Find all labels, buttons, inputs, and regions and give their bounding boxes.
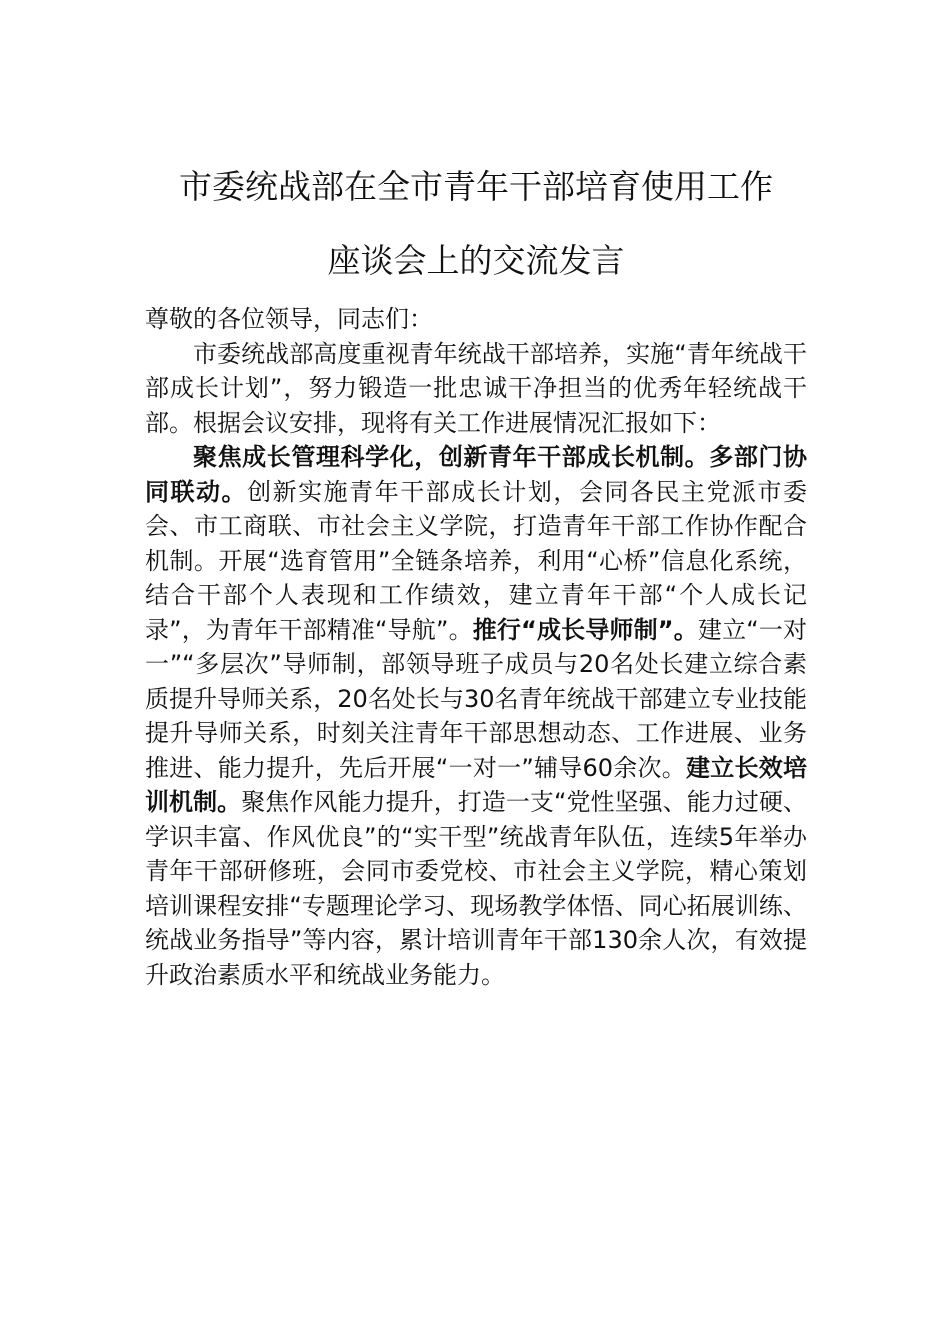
point-2-label: 推行“成长导师制”。 <box>472 615 698 644</box>
point-3-label: 建立长效培训机制。 <box>145 753 808 816</box>
section-1-paragraph <box>145 440 807 992</box>
point-1-label: 多部门协同联动。 <box>145 443 807 506</box>
point-3-text: 聚焦作风能力提升，打造一支“党性坚强、能力过硬、学识丰富、作风优良”的“实干型”统战青年队伍，连续5年举办青年干部研修班，会同市委党校、市社会主义学院，精心策划培训课程安排“专题理论学习、现场教学体悟、同心拓展训练、统战业务指导”等内容，累计培训青年干部130余人次，有效提升政治素质水平和统战业务能力。 <box>145 788 807 989</box>
intro-paragraph: 市委统战部高度重视青年统战干部培养，实施“青年统战干部成长计划”，努力锻造一批忠诚干净担当的优秀年轻统战干部。根据会议安排，现将有关工作进展情况汇报如下： <box>145 339 807 437</box>
point-1-text: 创新实施青年干部成长计划，会同各民主党派市委会、市工商联、市社会主义学院，打造青年干部工作协作配合机制。开展“选育管用”全链条培养，利用“心桥”信息化系统，结合干部个人表现和工作绩效，建立青年干部“个人成长记录”，为青年干部精准“导航”。 <box>145 477 808 644</box>
title-line-1: 市委统战部在全市青年干部培育使用工作 <box>179 167 773 206</box>
salutation: 尊敬的各位领导，同志们： <box>145 305 433 333</box>
document-page <box>145 150 807 992</box>
title-line-2: 座谈会上的交流发言 <box>327 241 625 280</box>
document-title <box>145 150 807 298</box>
point-2-text: 建立“一对一”“多层次”导师制，部领导班子成员与20名处长建立综合素质提升导师关系，20名处长与30名青年统战干部建立专业技能提升导师关系，时刻关注青年干部思想动态、工作进展、业务推进、能力提升，先后开展“一对一”辅导60余次。 <box>145 615 807 782</box>
section-1-heading: 聚焦成长管理科学化，创新青年干部成长机制。 <box>193 443 710 471</box>
